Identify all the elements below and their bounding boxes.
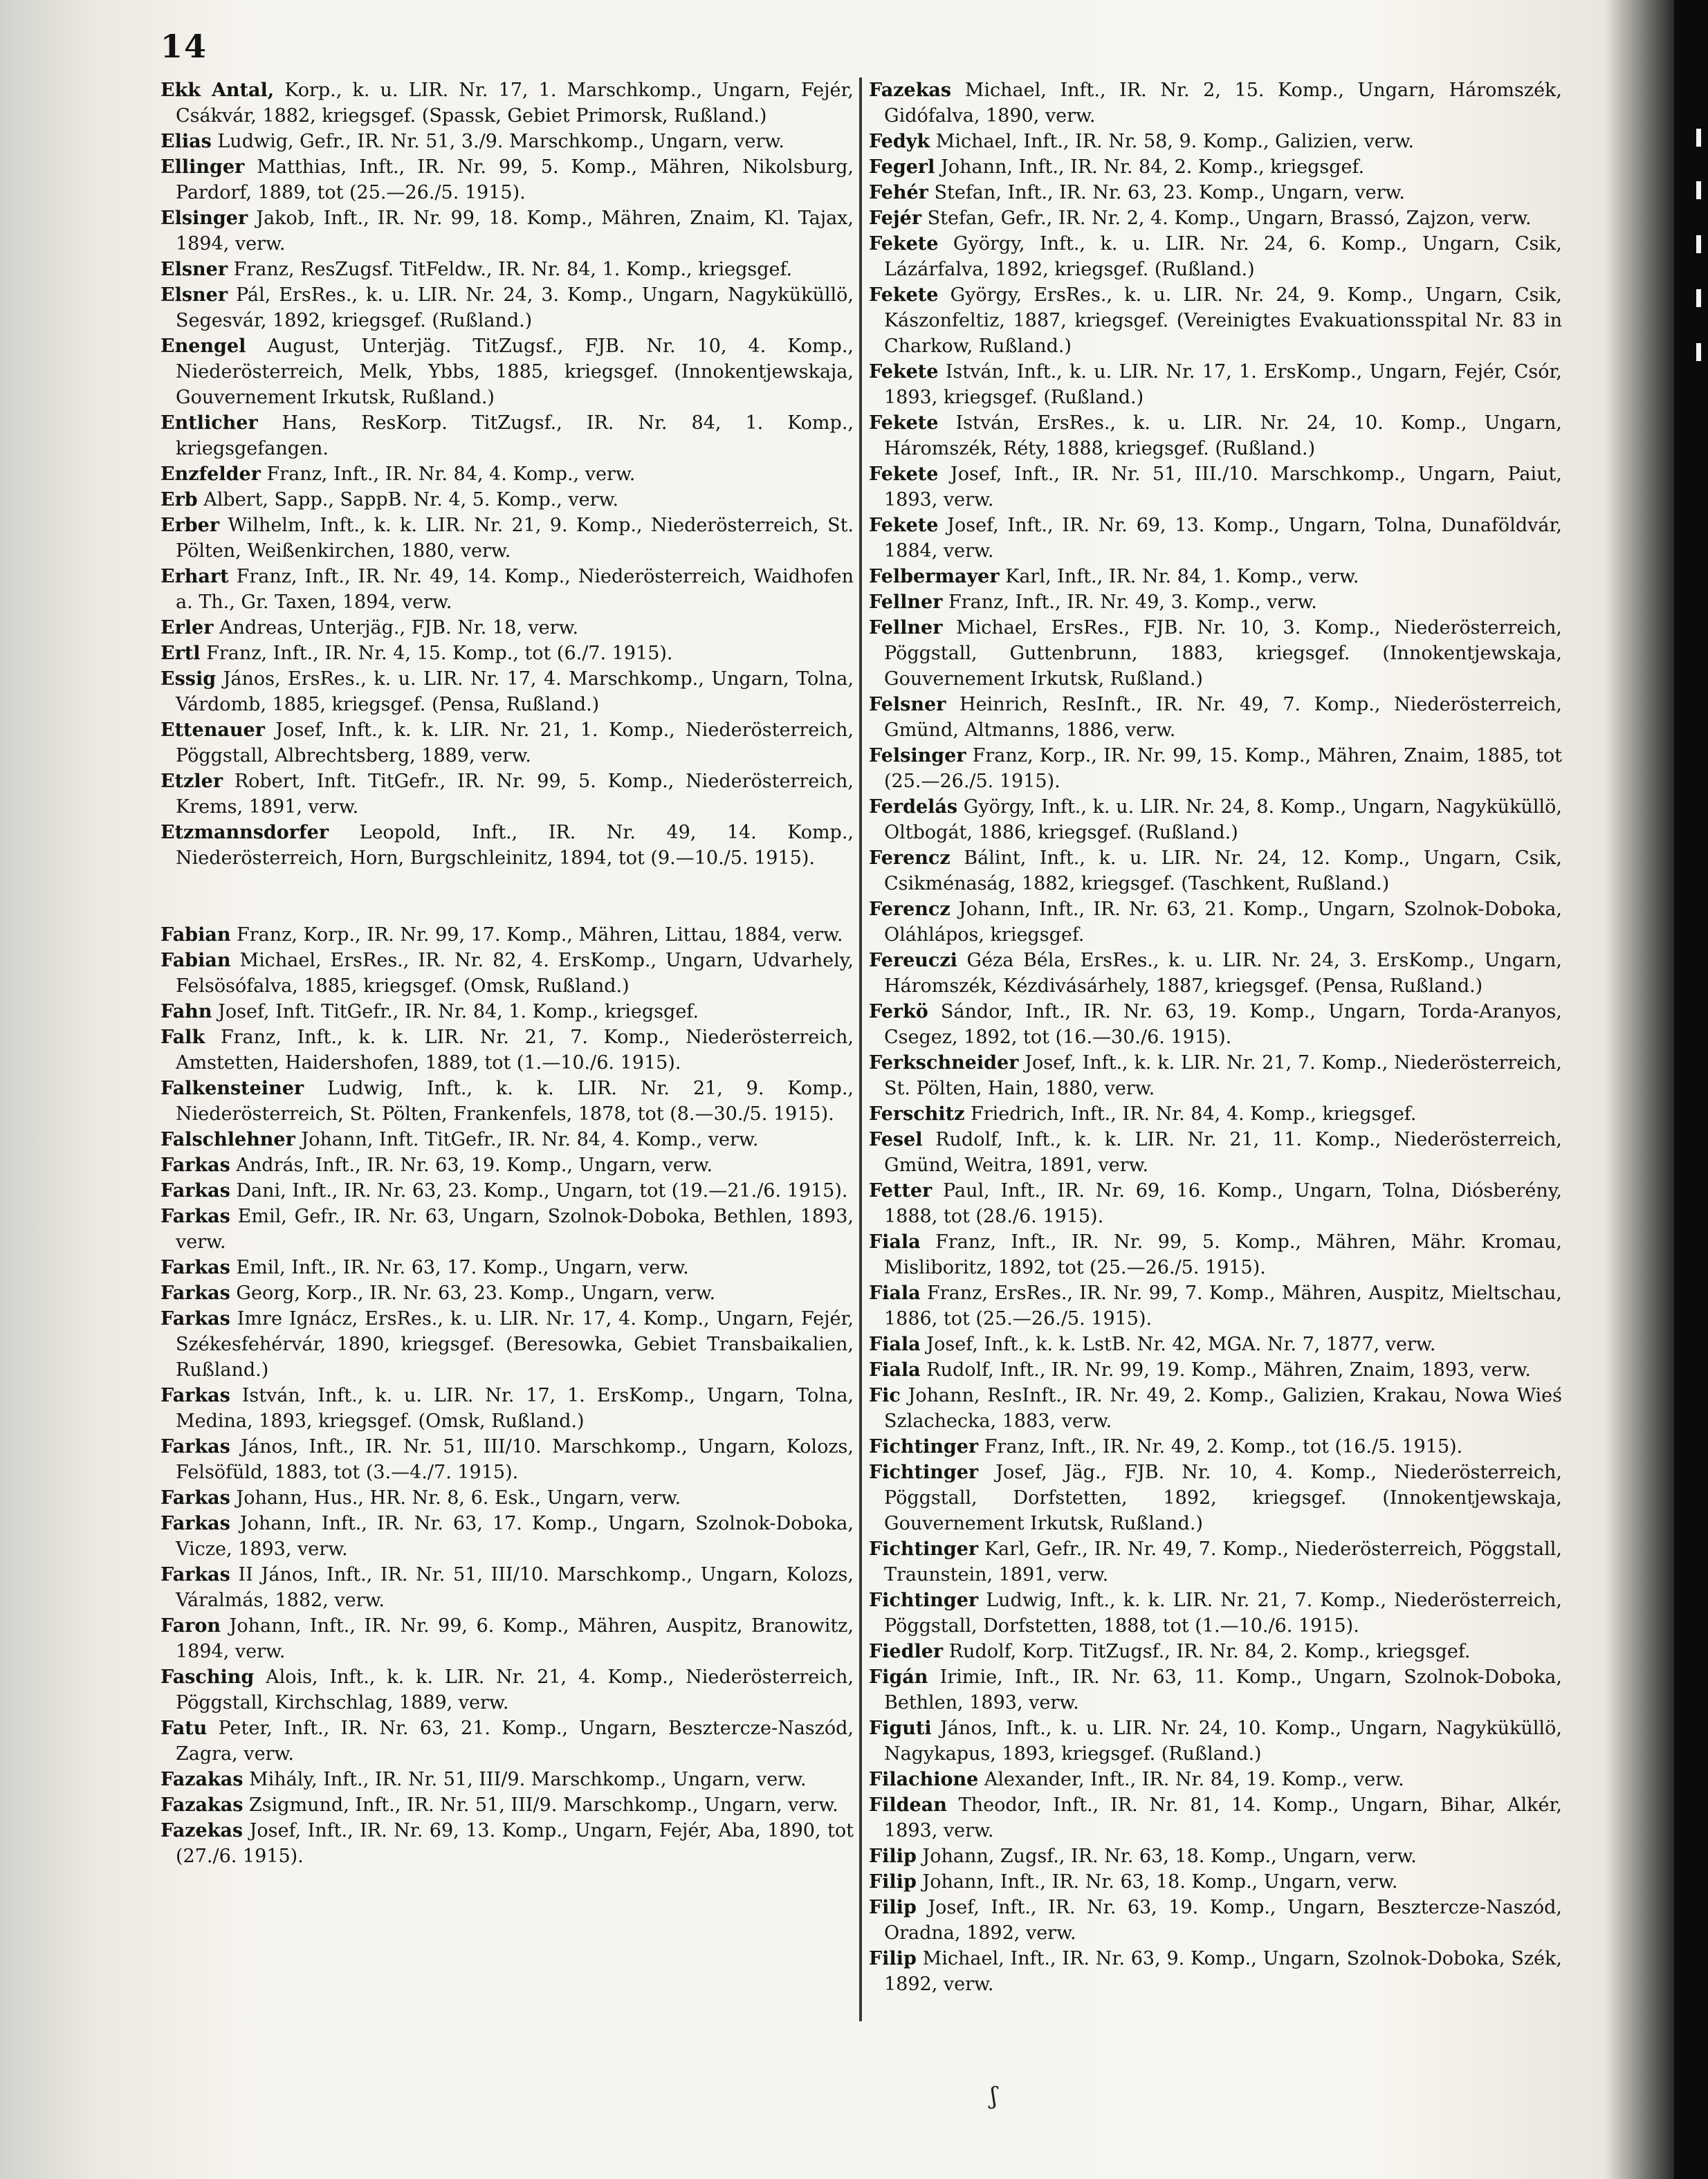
list-entry xyxy=(869,77,1562,129)
entry-details: Franz, Inft., IR. Nr. 99, 5. Komp., Mähren, Mähr. Kromau, Misliboritz, 1892, tot (25.—26./5. 1915). xyxy=(884,1231,1562,1278)
entry-surname: Fazekas xyxy=(160,1820,244,1841)
list-entry xyxy=(869,1229,1562,1280)
entry-details: Josef, Inft., k. k. LIR. Nr. 21, 7. Komp., Niederösterreich, St. Pölten, Hain, 1880, verw. xyxy=(884,1052,1562,1099)
entry-group-right xyxy=(869,77,1562,1997)
list-entry xyxy=(160,1152,854,1178)
entry-details: Franz, Inft., k. k. LIR. Nr. 21, 7. Komp., Niederösterreich, Amstetten, Haidershofen, 1889, tot (1.—10./6. 1915). xyxy=(176,1027,854,1074)
entry-details: István, Inft., k. u. LIR. Nr. 17, 1. ErsKomp., Ungarn, Fejér, Csór, 1893, kriegsgef. (Rußland.) xyxy=(884,361,1562,408)
entry-details: Josef, Inft., IR. Nr. 69, 13. Komp., Ungarn, Fejér, Aba, 1890, tot (27./6. 1915). xyxy=(176,1820,854,1867)
list-entry xyxy=(869,1101,1562,1127)
list-entry xyxy=(160,513,854,564)
entry-surname: Enzfelder xyxy=(160,463,261,485)
entry-details: Imre Ignácz, ErsRes., k. u. LIR. Nr. 17, 4. Komp., Ungarn, Fejér, Székesfehérvár, 1890, kriegsgef. (Beresowka, Gebiet Transbaikalien, Rußland.) xyxy=(176,1308,854,1381)
entry-surname: Fabian xyxy=(160,950,231,971)
entry-surname: Fesel xyxy=(869,1129,923,1150)
list-entry xyxy=(160,461,854,487)
entry-details: Franz, Korp., IR. Nr. 99, 15. Komp., Mähren, Znaim, 1885, tot (25.—26./5. 1915). xyxy=(884,745,1562,792)
list-entry xyxy=(869,461,1562,513)
entry-details: Ludwig, Gefr., IR. Nr. 51, 3./9. Marschkomp., Ungarn, verw. xyxy=(211,131,784,152)
list-entry xyxy=(160,1664,854,1716)
entry-details: Franz, ErsRes., IR. Nr. 99, 7. Komp., Mähren, Auspitz, Mieltschau, 1886, tot (25.—26./5. 1915). xyxy=(884,1282,1562,1330)
list-entry xyxy=(869,845,1562,897)
list-entry xyxy=(869,897,1562,948)
entry-surname: Fegerl xyxy=(869,156,935,178)
entry-details: Johann, ResInft., IR. Nr. 49, 2. Komp., Galizien, Krakau, Nowa Wieś Szlachecka, 1883, verw. xyxy=(884,1385,1562,1432)
entry-surname: Ferkö xyxy=(869,1001,928,1022)
entry-surname: Fereuczi xyxy=(869,950,957,971)
entry-details: Rudolf, Korp. TitZugsf., IR. Nr. 84, 2. Komp., kriegsgef. xyxy=(943,1641,1471,1662)
entry-details: Franz, ResZugsf. TitFeldw., IR. Nr. 84, 1. Komp., kriegsgef. xyxy=(228,259,793,280)
entry-surname: Fiala xyxy=(869,1282,921,1304)
entry-surname: Essig xyxy=(160,668,217,690)
scan-edge-mark xyxy=(1696,343,1701,361)
entry-surname: Fic xyxy=(869,1385,901,1406)
list-entry xyxy=(160,948,854,999)
entry-group-f xyxy=(160,922,854,1869)
entry-details: Rudolf, Inft., k. k. LIR. Nr. 21, 11. Komp., Niederösterreich, Gmünd, Weitra, 1891, verw. xyxy=(884,1129,1562,1176)
entry-details: János, ErsRes., k. u. LIR. Nr. 17, 4. Marschkomp., Ungarn, Tolna, Várdomb, 1885, kriegsgef. (Pensa, Rußland.) xyxy=(176,668,854,715)
list-entry xyxy=(160,1562,854,1613)
entry-surname: Fahn xyxy=(160,1001,212,1022)
list-entry xyxy=(869,999,1562,1050)
entry-details: Andreas, Unterjäg., FJB. Nr. 18, verw. xyxy=(213,617,579,638)
entry-surname: Ferschitz xyxy=(869,1103,965,1125)
entry-surname: Fazakas xyxy=(160,1794,244,1816)
list-entry xyxy=(160,1076,854,1127)
entry-surname: Farkas xyxy=(160,1206,230,1227)
entry-surname: Etzmannsdorfer xyxy=(160,822,329,843)
entry-surname: Fazakas xyxy=(160,1769,244,1790)
entry-details: Albert, Sapp., SappB. Nr. 4, 5. Komp., verw. xyxy=(197,489,619,511)
entry-surname: Elsinger xyxy=(160,208,248,229)
entry-surname: Farkas xyxy=(160,1564,230,1585)
list-entry xyxy=(869,205,1562,231)
list-entry xyxy=(160,1434,854,1485)
entry-details: Pál, ErsRes., k. u. LIR. Nr. 24, 3. Komp., Ungarn, Nagyküküllö, Segesvár, 1892, kriegsgef. (Rußland.) xyxy=(176,284,854,331)
entry-details: Michael, Inft., IR. Nr. 58, 9. Komp., Galizien, verw. xyxy=(930,131,1415,152)
entry-details: Mihály, Inft., IR. Nr. 51, III/9. Marschkomp., Ungarn, verw. xyxy=(243,1769,807,1790)
list-entry xyxy=(160,1818,854,1869)
entry-surname: Felsinger xyxy=(869,745,966,766)
entry-surname: Farkas xyxy=(160,1257,230,1278)
entry-surname: Farkas xyxy=(160,1282,230,1304)
list-entry xyxy=(869,564,1562,589)
list-entry xyxy=(869,743,1562,794)
entry-surname: Fiala xyxy=(869,1359,921,1381)
entry-details: István, ErsRes., k. u. LIR. Nr. 24, 10. Komp., Ungarn, Háromszék, Réty, 1888, kriegsgef. (Rußland.) xyxy=(884,412,1562,459)
section-gap xyxy=(160,871,854,922)
entry-surname: Elsner xyxy=(160,259,228,280)
list-entry xyxy=(869,794,1562,845)
list-entry xyxy=(869,1280,1562,1332)
list-entry xyxy=(869,589,1562,615)
entry-surname: Filip xyxy=(869,1871,917,1893)
entry-details: Johann, Inft., IR. Nr. 63, 21. Komp., Ungarn, Szolnok-Doboka, Oláhlápos, kriegsgef. xyxy=(884,899,1562,946)
list-entry xyxy=(869,615,1562,692)
list-entry xyxy=(160,1024,854,1076)
entry-details: Wilhelm, Inft., k. k. LIR. Nr. 21, 9. Komp., Niederösterreich, St. Pölten, Weißenkirchen, 1880, verw. xyxy=(176,515,854,562)
list-entry xyxy=(160,1306,854,1383)
list-entry xyxy=(869,513,1562,564)
list-entry xyxy=(160,487,854,513)
entry-details: Stefan, Gefr., IR. Nr. 2, 4. Komp., Ungarn, Brassó, Zajzon, verw. xyxy=(921,208,1532,229)
entry-surname: Ferencz xyxy=(869,899,951,920)
entry-surname: Fekete xyxy=(869,463,939,485)
entry-details: Géza Béla, ErsRes., k. u. LIR. Nr. 24, 3. ErsKomp., Ungarn, Háromszék, Kézdivásárhely, 1887, kriegsgef. (Pensa, Rußland.) xyxy=(884,950,1562,997)
entry-details: Robert, Inft. TitGefr., IR. Nr. 99, 5. Komp., Niederösterreich, Krems, 1891, verw. xyxy=(176,771,854,818)
entry-details: Johann, Inft., IR. Nr. 63, 18. Komp., Ungarn, verw. xyxy=(916,1871,1398,1893)
entry-details: Irimie, Inft., IR. Nr. 63, 11. Komp., Ungarn, Szolnok-Doboka, Bethlen, 1893, verw. xyxy=(884,1666,1562,1713)
entry-details: Emil, Inft., IR. Nr. 63, 17. Komp., Ungarn, verw. xyxy=(230,1257,689,1278)
entry-surname: Fedyk xyxy=(869,131,930,152)
entry-details: János, Inft., k. u. LIR. Nr. 24, 10. Komp., Ungarn, Nagyküküllö, Nagykapus, 1893, kriegsgef. (Rußland.) xyxy=(884,1718,1562,1765)
entry-details: György, ErsRes., k. u. LIR. Nr. 24, 9. Komp., Ungarn, Csik, Kászonfeltiz, 1887, kriegsgef. (Vereinigtes Evakuationsspital Nr. 83 in Charkow, Rußland.) xyxy=(884,284,1562,357)
entry-details: August, Unterjäg. TitZugsf., FJB. Nr. 10, 4. Komp., Niederösterreich, Melk, Ybbs, 1885, kriegsgef. (Innokentjewskaja, Gouvernement Irkutsk, Rußland.) xyxy=(176,335,854,408)
entry-surname: Falk xyxy=(160,1027,205,1048)
entry-details: Franz, Inft., IR. Nr. 4, 15. Komp., tot (6./7. 1915). xyxy=(200,643,673,664)
entry-details: János, Inft., IR. Nr. 51, III/10. Marschkomp., Ungarn, Kolozs, Felsöfüld, 1883, tot (3.—4./7. 1915). xyxy=(176,1436,854,1483)
list-entry xyxy=(160,641,854,666)
entry-details: Paul, Inft., IR. Nr. 69, 16. Komp., Ungarn, Tolna, Diósberény, 1888, tot (28./6. 1915). xyxy=(884,1180,1562,1227)
entry-surname: Ettenauer xyxy=(160,719,265,741)
list-entry xyxy=(869,1178,1562,1229)
entry-surname: Farkas xyxy=(160,1436,230,1458)
list-entry xyxy=(869,1895,1562,1946)
list-entry xyxy=(160,615,854,641)
list-entry xyxy=(160,1511,854,1562)
entry-surname: Fildean xyxy=(869,1794,947,1816)
list-entry xyxy=(869,1357,1562,1383)
list-entry xyxy=(869,1050,1562,1101)
entry-details: Franz, Inft., IR. Nr. 49, 14. Komp., Niederösterreich, Waidhofen a. Th., Gr. Taxen, 1894, verw. xyxy=(176,566,854,613)
list-entry xyxy=(160,564,854,615)
entry-surname: Farkas xyxy=(160,1308,230,1330)
list-entry xyxy=(160,1204,854,1255)
entry-details: II János, Inft., IR. Nr. 51, III/10. Marschkomp., Ungarn, Kolozs, Váralmás, 1882, verw. xyxy=(176,1564,854,1611)
entry-surname: Filip xyxy=(869,1846,917,1867)
entry-details: Johann, Inft. TitGefr., IR. Nr. 84, 4. Komp., verw. xyxy=(295,1129,759,1150)
entry-details: Michael, Inft., IR. Nr. 63, 9. Komp., Ungarn, Szolnok-Doboka, Szék, 1892, verw. xyxy=(884,1948,1562,1995)
entry-surname: Faron xyxy=(160,1615,221,1637)
list-entry xyxy=(160,257,854,282)
list-entry xyxy=(869,410,1562,461)
entry-surname: Felsner xyxy=(869,694,946,715)
entry-details: György, Inft., k. u. LIR. Nr. 24, 8. Komp., Ungarn, Nagyküküllö, Oltbogát, 1886, kriegsgef. (Rußland.) xyxy=(884,796,1562,843)
list-entry xyxy=(160,922,854,948)
entry-details: Michael, ErsRes., IR. Nr. 82, 4. ErsKomp., Ungarn, Udvarhely, Felsösófalva, 1885, kriegsgef. (Omsk, Rußland.) xyxy=(176,950,854,997)
entry-surname: Fellner xyxy=(869,617,943,638)
list-entry xyxy=(869,1664,1562,1716)
entry-surname: Fekete xyxy=(869,412,939,434)
list-entry xyxy=(160,205,854,257)
entry-details: Josef, Inft., IR. Nr. 51, III./10. Marschkomp., Ungarn, Paiut, 1893, verw. xyxy=(884,463,1562,511)
list-entry xyxy=(160,129,854,154)
entry-surname: Fatu xyxy=(160,1718,208,1739)
entry-surname: Farkas xyxy=(160,1180,230,1202)
entry-surname: Figán xyxy=(869,1666,928,1688)
list-entry xyxy=(869,1460,1562,1536)
entry-details: Rudolf, Inft., IR. Nr. 99, 19. Komp., Mähren, Znaim, 1893, verw. xyxy=(920,1359,1531,1381)
entry-surname: Ekk Antal, xyxy=(160,80,275,101)
entry-surname: Falkensteiner xyxy=(160,1078,304,1099)
entry-surname: Ferkschneider xyxy=(869,1052,1019,1074)
entry-details: Peter, Inft., IR. Nr. 63, 21. Komp., Ungarn, Besztercze-Naszód, Zagra, verw. xyxy=(176,1718,854,1765)
list-entry xyxy=(869,1946,1562,1997)
entry-details: Franz, Inft., IR. Nr. 49, 3. Komp., verw. xyxy=(942,591,1317,613)
entry-surname: Entlicher xyxy=(160,412,258,434)
entry-surname: Fichtinger xyxy=(869,1462,979,1483)
entry-surname: Fekete xyxy=(869,233,939,255)
list-entry xyxy=(160,1792,854,1818)
entry-details: Franz, Korp., IR. Nr. 99, 17. Komp., Mähren, Littau, 1884, verw. xyxy=(230,924,843,946)
list-entry xyxy=(160,999,854,1024)
entry-surname: Ferdelás xyxy=(869,796,958,818)
entry-details: István, Inft., k. u. LIR. Nr. 17, 1. ErsKomp., Ungarn, Tolna, Medina, 1893, kriegsgef. (Omsk, Rußland.) xyxy=(176,1385,854,1432)
list-entry xyxy=(869,1792,1562,1844)
entry-surname: Elias xyxy=(160,131,212,152)
entry-surname: Farkas xyxy=(160,1513,230,1534)
entry-details: Theodor, Inft., IR. Nr. 81, 14. Komp., Ungarn, Bihar, Alkér, 1893, verw. xyxy=(884,1794,1562,1841)
entry-details: Michael, ErsRes., FJB. Nr. 10, 3. Komp., Niederösterreich, Pöggstall, Guttenbrunn, 1883, kriegsgef. (Innokentjewskaja, Gouvernement Irkutsk, Rußland.) xyxy=(884,617,1562,690)
list-entry xyxy=(869,1588,1562,1639)
entry-surname: Fasching xyxy=(160,1666,255,1688)
scan-edge-mark xyxy=(1696,129,1701,147)
list-entry xyxy=(160,1767,854,1792)
entry-surname: Filachione xyxy=(869,1769,979,1790)
entry-surname: Ferencz xyxy=(869,847,951,869)
entry-details: György, Inft., k. u. LIR. Nr. 24, 6. Komp., Ungarn, Csik, Lázárfalva, 1892, kriegsgef. (Rußland.) xyxy=(884,233,1562,280)
entry-details: Stefan, Inft., IR. Nr. 63, 23. Komp., Ungarn, verw. xyxy=(928,182,1405,203)
entry-surname: Fehér xyxy=(869,182,928,203)
list-entry xyxy=(869,1383,1562,1434)
entry-details: Dani, Inft., IR. Nr. 63, 23. Komp., Ungarn, tot (19.—21./6. 1915). xyxy=(230,1180,848,1202)
list-entry xyxy=(869,1869,1562,1895)
entry-details: Ludwig, Inft., k. k. LIR. Nr. 21, 7. Komp., Niederösterreich, Pöggstall, Dorfstetten, 1888, tot (1.—10./6. 1915). xyxy=(884,1590,1562,1637)
entry-details: Josef, Jäg., FJB. Nr. 10, 4. Komp., Niederösterreich, Pöggstall, Dorfstetten, 1892, kriegsgef. (Innokentjewskaja, Gouvernement Irkutsk, Rußland.) xyxy=(884,1462,1562,1534)
entry-surname: Fabian xyxy=(160,924,231,946)
entry-surname: Etzler xyxy=(160,771,223,792)
entry-details: Johann, Zugsf., IR. Nr. 63, 18. Komp., Ungarn, verw. xyxy=(916,1846,1417,1867)
scan-edge-mark xyxy=(1696,235,1701,253)
entry-surname: Fejér xyxy=(869,208,922,229)
entry-surname: Figuti xyxy=(869,1718,932,1739)
list-entry xyxy=(869,282,1562,359)
list-entry xyxy=(869,1639,1562,1664)
entry-surname: Farkas xyxy=(160,1487,230,1509)
entry-surname: Fekete xyxy=(869,284,939,306)
right-column xyxy=(869,77,1562,1997)
column-divider xyxy=(859,77,862,2021)
entry-surname: Falschlehner xyxy=(160,1129,295,1150)
entry-surname: Fellner xyxy=(869,591,943,613)
entry-surname: Fetter xyxy=(869,1180,933,1202)
entry-details: Josef, Inft., k. k. LstB. Nr. 42, MGA. Nr. 7, 1877, verw. xyxy=(920,1334,1436,1355)
list-entry xyxy=(160,410,854,461)
entry-details: Johann, Inft., IR. Nr. 84, 2. Komp., kriegsgef. xyxy=(935,156,1365,178)
stray-ink-mark: ʃ xyxy=(991,2082,998,2110)
list-entry xyxy=(160,282,854,333)
list-entry xyxy=(160,769,854,820)
entry-details: Josef, Inft., IR. Nr. 69, 13. Komp., Ungarn, Tolna, Dunaföldvár, 1884, verw. xyxy=(884,515,1562,562)
list-entry xyxy=(869,1536,1562,1588)
entry-surname: Filip xyxy=(869,1948,917,1969)
entry-details: Josef, Inft. TitGefr., IR. Nr. 84, 1. Komp., kriegsgef. xyxy=(212,1001,699,1022)
entry-details: Michael, Inft., IR. Nr. 2, 15. Komp., Ungarn, Háromszék, Gidófalva, 1890, verw. xyxy=(884,80,1562,127)
list-entry xyxy=(869,231,1562,282)
entry-surname: Erber xyxy=(160,515,220,536)
entry-details: Heinrich, ResInft., IR. Nr. 49, 7. Komp., Niederösterreich, Gmünd, Altmanns, 1886, verw. xyxy=(884,694,1562,741)
list-entry xyxy=(869,359,1562,410)
entry-surname: Erhart xyxy=(160,566,229,587)
list-entry xyxy=(160,154,854,205)
entry-surname: Fazekas xyxy=(869,80,952,101)
list-entry xyxy=(869,154,1562,180)
left-column xyxy=(160,77,854,1869)
list-entry xyxy=(869,129,1562,154)
list-entry xyxy=(869,1332,1562,1357)
entry-details: Bálint, Inft., k. u. LIR. Nr. 24, 12. Komp., Ungarn, Csik, Csikménaság, 1882, kriegsgef. (Taschkent, Rußland.) xyxy=(884,847,1562,894)
entry-details: Karl, Inft., IR. Nr. 84, 1. Komp., verw. xyxy=(999,566,1359,587)
entry-group-e xyxy=(160,77,854,871)
entry-surname: Felbermayer xyxy=(869,566,1000,587)
entry-surname: Fiedler xyxy=(869,1641,944,1662)
entry-details: Korp., k. u. LIR. Nr. 17, 1. Marschkomp., Ungarn, Fejér, Csákvár, 1882, kriegsgef. (Spassk, Gebiet Primorsk, Rußland.) xyxy=(176,80,854,127)
list-entry xyxy=(869,692,1562,743)
entry-details: Josef, Inft., k. k. LIR. Nr. 21, 1. Komp., Niederösterreich, Pöggstall, Albrechtsberg, 1889, verw. xyxy=(176,719,854,766)
entry-details: Emil, Gefr., IR. Nr. 63, Ungarn, Szolnok-Doboka, Bethlen, 1893, verw. xyxy=(176,1206,854,1253)
list-entry xyxy=(160,1178,854,1204)
entry-details: Johann, Inft., IR. Nr. 99, 6. Komp., Mähren, Auspitz, Branowitz, 1894, verw. xyxy=(176,1615,854,1662)
entry-details: Ludwig, Inft., k. k. LIR. Nr. 21, 9. Komp., Niederösterreich, St. Pölten, Frankenfels, 1878, tot (8.—30./5. 1915). xyxy=(176,1078,854,1125)
entry-details: Franz, Inft., IR. Nr. 84, 4. Komp., verw. xyxy=(260,463,636,485)
list-entry xyxy=(869,180,1562,205)
list-entry xyxy=(869,1434,1562,1460)
entry-details: Alois, Inft., k. k. LIR. Nr. 21, 4. Komp., Niederösterreich, Pöggstall, Kirchschlag, 1889, verw. xyxy=(176,1666,854,1713)
list-entry xyxy=(160,1716,854,1767)
list-entry xyxy=(869,1716,1562,1767)
entry-details: Sándor, Inft., IR. Nr. 63, 19. Komp., Ungarn, Torda-Aranyos, Csegez, 1892, tot (16.—30./6. 1915). xyxy=(884,1001,1562,1048)
entry-surname: Enengel xyxy=(160,335,246,357)
entry-surname: Farkas xyxy=(160,1155,230,1176)
entry-details: Georg, Korp., IR. Nr. 63, 23. Komp., Ungarn, verw. xyxy=(230,1282,716,1304)
entry-surname: Fiala xyxy=(869,1231,921,1253)
entry-details: Friedrich, Inft., IR. Nr. 84, 4. Komp., kriegsgef. xyxy=(964,1103,1417,1125)
entry-surname: Fekete xyxy=(869,515,939,536)
entry-surname: Ertl xyxy=(160,643,201,664)
entry-details: Karl, Gefr., IR. Nr. 49, 7. Komp., Niederösterreich, Pöggstall, Traunstein, 1891, verw. xyxy=(884,1538,1562,1585)
list-entry xyxy=(160,666,854,717)
list-entry xyxy=(160,717,854,769)
entry-details: Leopold, Inft., IR. Nr. 49, 14. Komp., Niederösterreich, Horn, Burgschleinitz, 1894, tot (9.—10./5. 1915). xyxy=(176,822,854,869)
entry-surname: Elsner xyxy=(160,284,228,306)
list-entry xyxy=(869,948,1562,999)
entry-surname: Fichtinger xyxy=(869,1538,979,1560)
list-entry xyxy=(160,1613,854,1664)
list-entry xyxy=(869,1844,1562,1869)
scan-edge-mark xyxy=(1696,289,1701,307)
list-entry xyxy=(160,77,854,129)
entry-details: Matthias, Inft., IR. Nr. 99, 5. Komp., Mähren, Nikolsburg, Pardorf, 1889, tot (25.—26./5. 1915). xyxy=(176,156,854,203)
dark-scan-edge xyxy=(1674,0,1708,2179)
list-entry xyxy=(160,333,854,410)
entry-surname: Fichtinger xyxy=(869,1590,979,1611)
entry-details: Hans, ResKorp. TitZugsf., IR. Nr. 84, 1. Komp., kriegsgefangen. xyxy=(176,412,854,459)
scan-edge-mark xyxy=(1696,181,1701,199)
entry-surname: Fekete xyxy=(869,361,939,383)
entry-surname: Filip xyxy=(869,1897,917,1918)
list-entry xyxy=(869,1127,1562,1178)
entry-surname: Fiala xyxy=(869,1334,921,1355)
entry-surname: Erb xyxy=(160,489,198,511)
list-entry xyxy=(869,1767,1562,1792)
entry-surname: Erler xyxy=(160,617,214,638)
entry-details: Johann, Inft., IR. Nr. 63, 17. Komp., Ungarn, Szolnok-Doboka, Vicze, 1893, verw. xyxy=(176,1513,854,1560)
entry-surname: Ellinger xyxy=(160,156,245,178)
list-entry xyxy=(160,1127,854,1152)
entry-details: Johann, Hus., HR. Nr. 8, 6. Esk., Ungarn, verw. xyxy=(230,1487,681,1509)
entry-details: Alexander, Inft., IR. Nr. 84, 19. Komp., verw. xyxy=(978,1769,1404,1790)
entry-details: Jakob, Inft., IR. Nr. 99, 18. Komp., Mähren, Znaim, Kl. Tajax, 1894, verw. xyxy=(176,208,854,255)
entry-details: Josef, Inft., IR. Nr. 63, 19. Komp., Ungarn, Besztercze-Naszód, Oradna, 1892, verw. xyxy=(884,1897,1562,1944)
entry-details: András, Inft., IR. Nr. 63, 19. Komp., Ungarn, verw. xyxy=(230,1155,713,1176)
entry-surname: Fichtinger xyxy=(869,1436,979,1458)
list-entry xyxy=(160,1280,854,1306)
page-number: 14 xyxy=(160,28,208,65)
list-entry xyxy=(160,1485,854,1511)
list-entry xyxy=(160,820,854,871)
list-entry xyxy=(160,1255,854,1280)
entry-details: Franz, Inft., IR. Nr. 49, 2. Komp., tot (16./5. 1915). xyxy=(978,1436,1463,1458)
entry-surname: Farkas xyxy=(160,1385,230,1406)
list-entry xyxy=(160,1383,854,1434)
entry-details: Zsigmund, Inft., IR. Nr. 51, III/9. Marschkomp., Ungarn, verw. xyxy=(243,1794,838,1816)
